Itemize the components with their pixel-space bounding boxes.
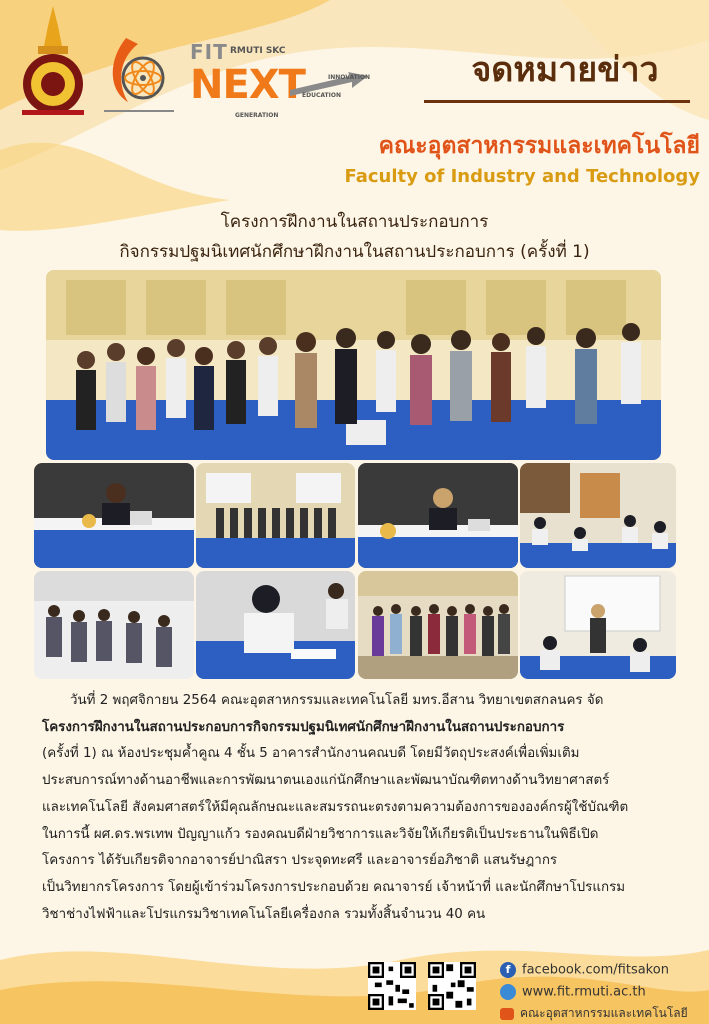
- photo-audience-1: [520, 463, 676, 568]
- photo-group-standing: [358, 571, 518, 679]
- photo-presenter: [520, 571, 676, 679]
- title-underline: [424, 100, 690, 103]
- footer-faculty: [500, 1004, 688, 1023]
- university-logo: [18, 6, 88, 116]
- body-line: เป็นวิทยากรโครงการ โดยผู้เข้าร่วมโครงการประกอบด้วย คณาจารย์ เจ้าหน้าที่ และนักศึกษาโปรแกรม: [42, 879, 626, 895]
- group-photo: [46, 270, 661, 460]
- photo-speaker-female: [358, 463, 518, 568]
- next-logo-text: NEXT: [190, 62, 305, 108]
- photo-students-writing: [196, 571, 355, 679]
- faculty-name-thai: คณะอุตสาหกรรมและเทคโนโลยี: [378, 133, 700, 159]
- next-tag-innovation: INNOVATION: [328, 74, 371, 81]
- body-line: และเทคโนโลยี สังคมศาสตร์ให้มีคุณลักษณะและสมรรถนะตรงตามความต้องการขององค์กรผู้ใช้บัณฑิต: [42, 799, 629, 815]
- next-tag-generation: GENERATION: [235, 112, 279, 119]
- rmuti-logo-text: RMUTI SKC: [230, 46, 286, 56]
- footer-faculty-text: คณะอุตสาหกรรมและเทคโนโลยี: [520, 1006, 688, 1020]
- photo-seated-row: [34, 571, 194, 679]
- next-tag-education: EDUCATION: [302, 92, 341, 99]
- newsletter-title: จดหมายข่าว: [471, 50, 659, 90]
- body-line: (ครั้งที่ 1) ณ ห้องประชุมค้ำคูณ 4 ชั้น 5 อาคารสำนักงานคณบดี โดยมีวัตถุประสงค์เพื่อเพิ่มเติม: [42, 746, 580, 762]
- qr-code-website: [428, 962, 476, 1010]
- faculty-name-english: Faculty of Industry and Technology: [344, 166, 700, 187]
- facebook-link[interactable]: [500, 962, 669, 978]
- body-line: โครงการ ได้รับเกียรติจากอาจารย์ปาณิสรา ประจุดทะศรี และอาจารย์อภิชาติ แสนรัษฎากร: [42, 853, 558, 869]
- body-line-bold: โครงการฝึกงานในสถานประกอบการกิจกรรมปฐมนิเทศนักศึกษาฝึกงานในสถานประกอบการ: [42, 719, 565, 735]
- faculty-logo: [98, 30, 178, 120]
- article-body: [42, 688, 672, 928]
- fit-next-logo: [190, 40, 370, 120]
- body-line: วิชาช่างไฟฟ้าและโปรแกรมวิชาเทคโนโลยีเครื่องกล รวมทั้งสิ้นจำนวน 40 คน: [42, 906, 486, 922]
- facebook-text: facebook.com/fitsakon: [522, 962, 669, 978]
- faculty-mini-logo-icon: [500, 1008, 514, 1020]
- body-line: ในการนี้ ผศ.ดร.พรเทพ ปัญญาแก้ว รองคณบดีฝ่ายวิชาการและวิจัยให้เกียรติเป็นประธานในพิธีเปิด: [42, 826, 599, 842]
- body-line: ประสบการณ์ทางด้านอาชีพและการพัฒนาตนเองแก่นักศึกษาและพัฒนาบัณฑิตทางด้านวิทยาศาสตร์: [42, 773, 610, 789]
- body-line: วันที่ 2 พฤศจิกายน 2564 คณะอุตสาหกรรมและเทคโนโลยี มทร.อีสาน วิทยาเขตสกลนคร จัด: [70, 693, 604, 708]
- project-title-line2: กิจกรรมปฐมนิเทศนักศึกษาฝึกงานในสถานประกอบการ (ครั้งที่ 1): [119, 242, 590, 262]
- website-text: www.fit.rmuti.ac.th: [522, 984, 646, 1000]
- fit-logo-text: FIT: [190, 40, 228, 64]
- globe-icon: [500, 984, 516, 1000]
- qr-code-facebook: [368, 962, 416, 1010]
- website-link[interactable]: [500, 984, 646, 1000]
- facebook-icon: f: [500, 962, 516, 978]
- project-title-line1: โครงการฝึกงานในสถานประกอบการ: [220, 212, 489, 232]
- photo-speaker-male: [34, 463, 194, 568]
- photo-group-small: [196, 463, 355, 568]
